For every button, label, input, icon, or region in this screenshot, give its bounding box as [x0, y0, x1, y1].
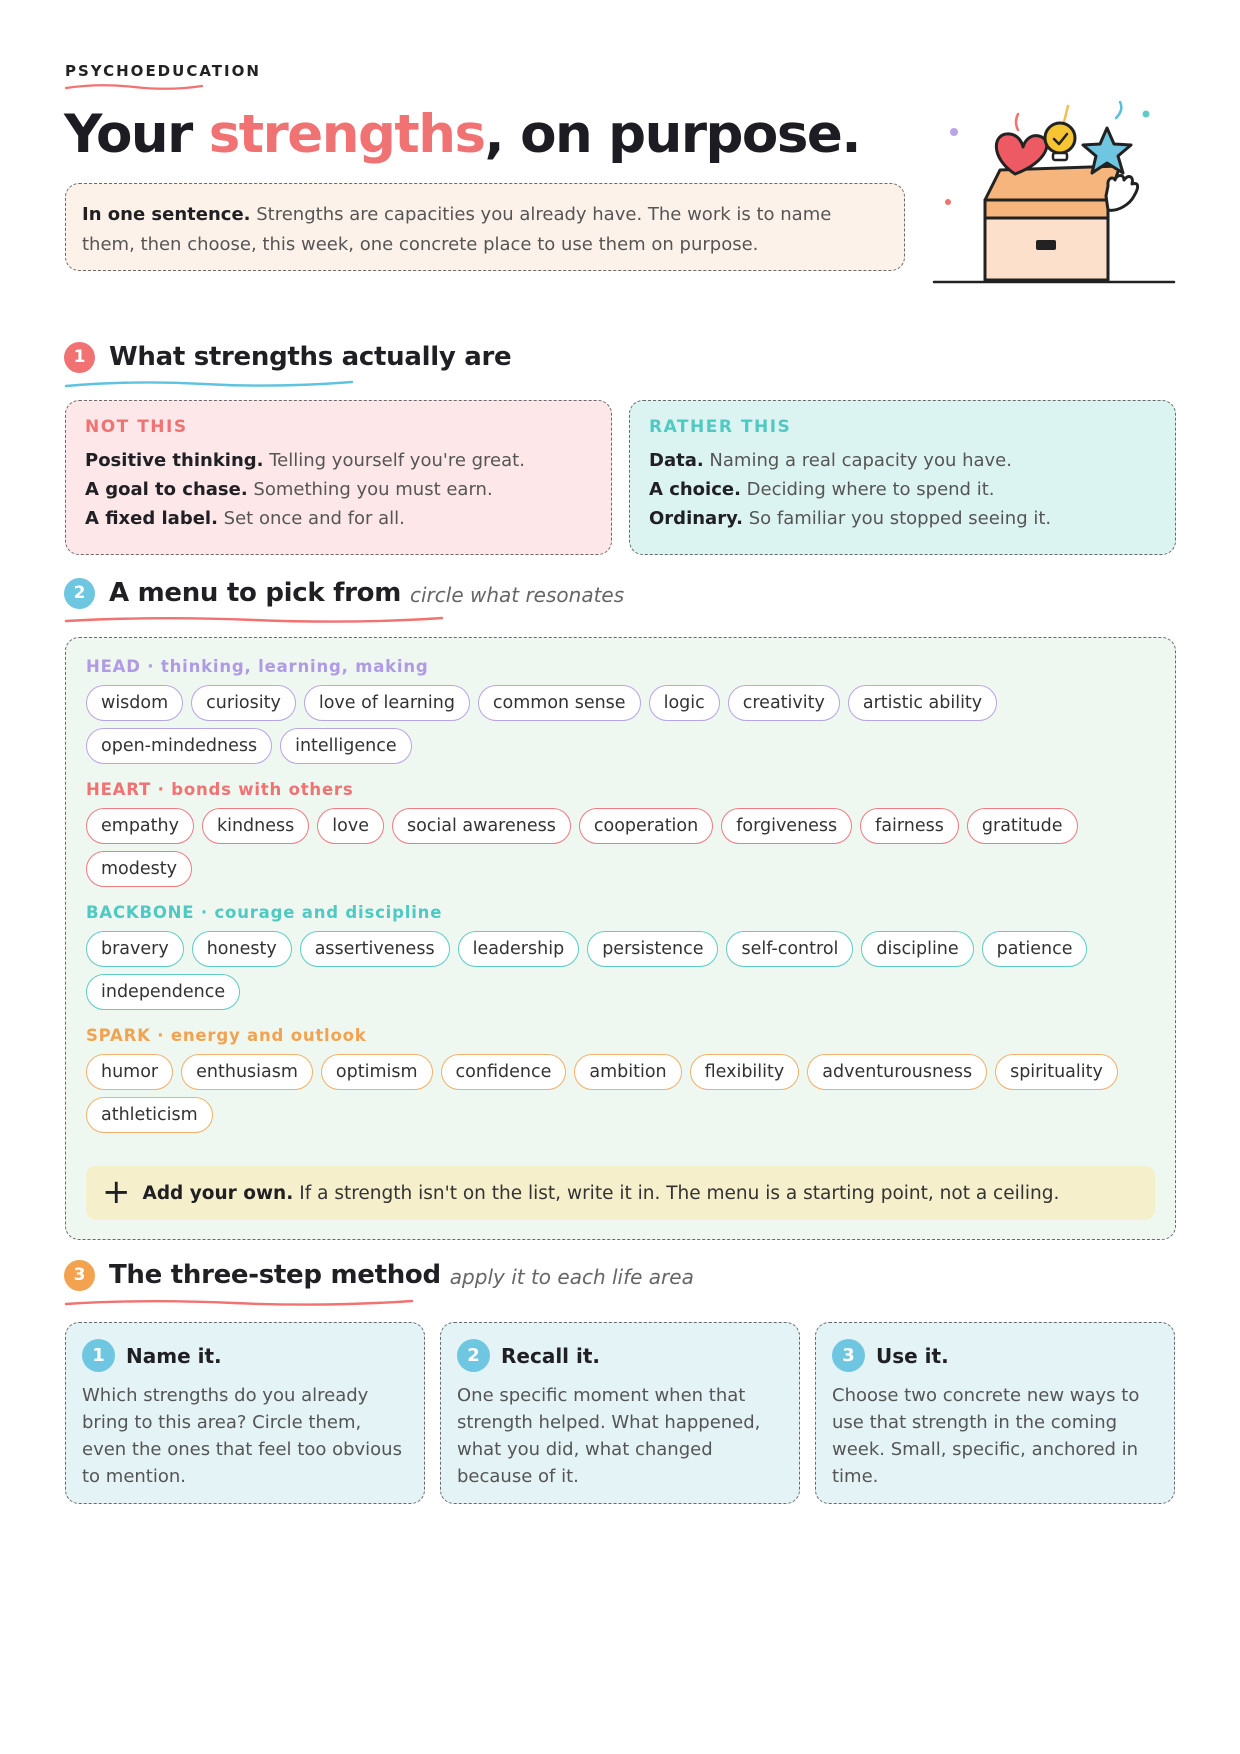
not-this-row: A fixed label. Set once and for all.	[85, 508, 405, 529]
rather-this-box	[629, 400, 1176, 555]
not-this-box	[65, 400, 612, 555]
step-number: 3	[832, 1339, 865, 1372]
strength-chip[interactable]: athleticism	[86, 1097, 213, 1133]
strength-chip[interactable]: love	[317, 808, 384, 844]
step-title: Recall it.	[501, 1343, 601, 1368]
category-spark-chips	[86, 1054, 1141, 1133]
strength-chip[interactable]: flexibility	[690, 1054, 800, 1090]
strength-chip[interactable]: leadership	[458, 931, 580, 967]
section-3-number: 3	[64, 1260, 95, 1291]
strength-chip[interactable]: artistic ability	[848, 685, 997, 721]
strength-chip[interactable]: honesty	[192, 931, 292, 967]
strength-chip[interactable]: persistence	[587, 931, 718, 967]
strength-chip[interactable]: modesty	[86, 851, 192, 887]
strength-chip[interactable]: forgiveness	[721, 808, 852, 844]
category-heart-label: HEART · bonds with others	[86, 780, 354, 799]
strength-chip[interactable]: adventurousness	[807, 1054, 987, 1090]
strength-chip[interactable]: social awareness	[392, 808, 571, 844]
strength-chip[interactable]: intelligence	[280, 728, 412, 764]
summary-lead: In one sentence.	[82, 204, 251, 225]
category-head-label: HEAD · thinking, learning, making	[86, 657, 429, 676]
rather-this-row: Data. Naming a real capacity you have.	[649, 450, 1012, 471]
section-3-underline	[64, 1297, 414, 1309]
not-this-row: Positive thinking. Telling yourself you're great.	[85, 450, 525, 471]
strength-chip[interactable]: creativity	[728, 685, 840, 721]
section-2-underline	[64, 614, 444, 626]
strength-chip[interactable]: empathy	[86, 808, 194, 844]
page-title: Your strengths, on purpose.	[64, 104, 860, 165]
strength-chip[interactable]: confidence	[441, 1054, 567, 1090]
add-your-own-note	[86, 1166, 1155, 1220]
step-card-recall	[440, 1322, 800, 1504]
section-2-title: A menu to pick from	[109, 578, 401, 608]
category-backbone-label: BACKBONE · courage and discipline	[86, 903, 443, 922]
section-1-number: 1	[64, 342, 95, 373]
not-this-row: A goal to chase. Something you must earn.	[85, 479, 493, 500]
category-spark-label: SPARK · energy and outlook	[86, 1026, 367, 1045]
strength-chip[interactable]: optimism	[321, 1054, 433, 1090]
strength-chip[interactable]: enthusiasm	[181, 1054, 313, 1090]
strength-chip[interactable]: kindness	[202, 808, 309, 844]
section-2-header	[64, 573, 624, 613]
step-card-name	[65, 1322, 425, 1504]
rather-this-label: RATHER THIS	[649, 417, 792, 437]
rather-this-row: Ordinary. So familiar you stopped seeing it.	[649, 508, 1052, 529]
strength-chip[interactable]: wisdom	[86, 685, 183, 721]
strength-chip[interactable]: patience	[982, 931, 1088, 967]
title-accent: strengths	[208, 104, 485, 165]
category-head-chips	[86, 685, 1141, 764]
strength-chip[interactable]: bravery	[86, 931, 184, 967]
strength-chip[interactable]: assertiveness	[300, 931, 450, 967]
treasure-box-icon	[930, 92, 1190, 292]
strength-chip[interactable]: open-mindedness	[86, 728, 272, 764]
section-3-subtitle: apply it to each life area	[449, 1265, 694, 1289]
section-1-header	[64, 337, 511, 377]
strength-chip[interactable]: fairness	[860, 808, 959, 844]
strength-chip[interactable]: spirituality	[995, 1054, 1118, 1090]
step-number: 1	[82, 1339, 115, 1372]
strength-chip[interactable]: curiosity	[191, 685, 296, 721]
rather-this-row: A choice. Deciding where to spend it.	[649, 479, 995, 500]
step-number: 2	[457, 1339, 490, 1372]
step-title: Use it.	[876, 1343, 949, 1368]
step-card-use	[815, 1322, 1175, 1504]
eyebrow-label: PSYCHOEDUCATION	[65, 62, 261, 80]
step-body: One specific moment when that strength helped. What happened, what you did, what changed because of it.	[457, 1385, 761, 1487]
summary-text: Strengths are capacities you already have. The work is to name them, then choose, this week, one concrete place to use them on purpose.	[82, 204, 832, 255]
section-3-header	[64, 1255, 694, 1295]
step-body: Which strengths do you already bring to this area? Circle them, even the ones that feel too obvious to mention.	[82, 1385, 402, 1487]
add-own-text: If a strength isn't on the list, write it in. The menu is a starting point, not a ceiling.	[299, 1182, 1060, 1204]
strength-chip[interactable]: discipline	[861, 931, 973, 967]
strength-chip[interactable]: independence	[86, 974, 240, 1010]
strength-chip[interactable]: gratitude	[967, 808, 1078, 844]
section-1-underline	[64, 378, 354, 390]
section-1-title: What strengths actually are	[109, 342, 512, 372]
plus-icon: +	[102, 1171, 131, 1212]
strength-chip[interactable]: self-control	[726, 931, 853, 967]
section-2-number: 2	[64, 578, 95, 609]
section-3-title: The three-step method	[109, 1260, 441, 1290]
category-heart-chips	[86, 808, 1141, 887]
not-this-label: NOT THIS	[85, 417, 188, 437]
strength-chip[interactable]: ambition	[574, 1054, 681, 1090]
strength-chip[interactable]: logic	[649, 685, 720, 721]
strength-chip[interactable]: humor	[86, 1054, 173, 1090]
strength-chip[interactable]: common sense	[478, 685, 641, 721]
step-title: Name it.	[126, 1343, 222, 1368]
step-body: Choose two concrete new ways to use that strength in the coming week. Small, specific, anchored in time.	[832, 1385, 1140, 1487]
category-backbone-chips	[86, 931, 1141, 1010]
section-2-subtitle: circle what resonates	[409, 583, 625, 607]
strength-chip[interactable]: love of learning	[304, 685, 470, 721]
strengths-menu	[65, 637, 1176, 1240]
eyebrow-underline	[64, 82, 204, 92]
add-own-lead: Add your own.	[142, 1182, 294, 1204]
summary-box	[65, 183, 905, 271]
strength-chip[interactable]: cooperation	[579, 808, 713, 844]
